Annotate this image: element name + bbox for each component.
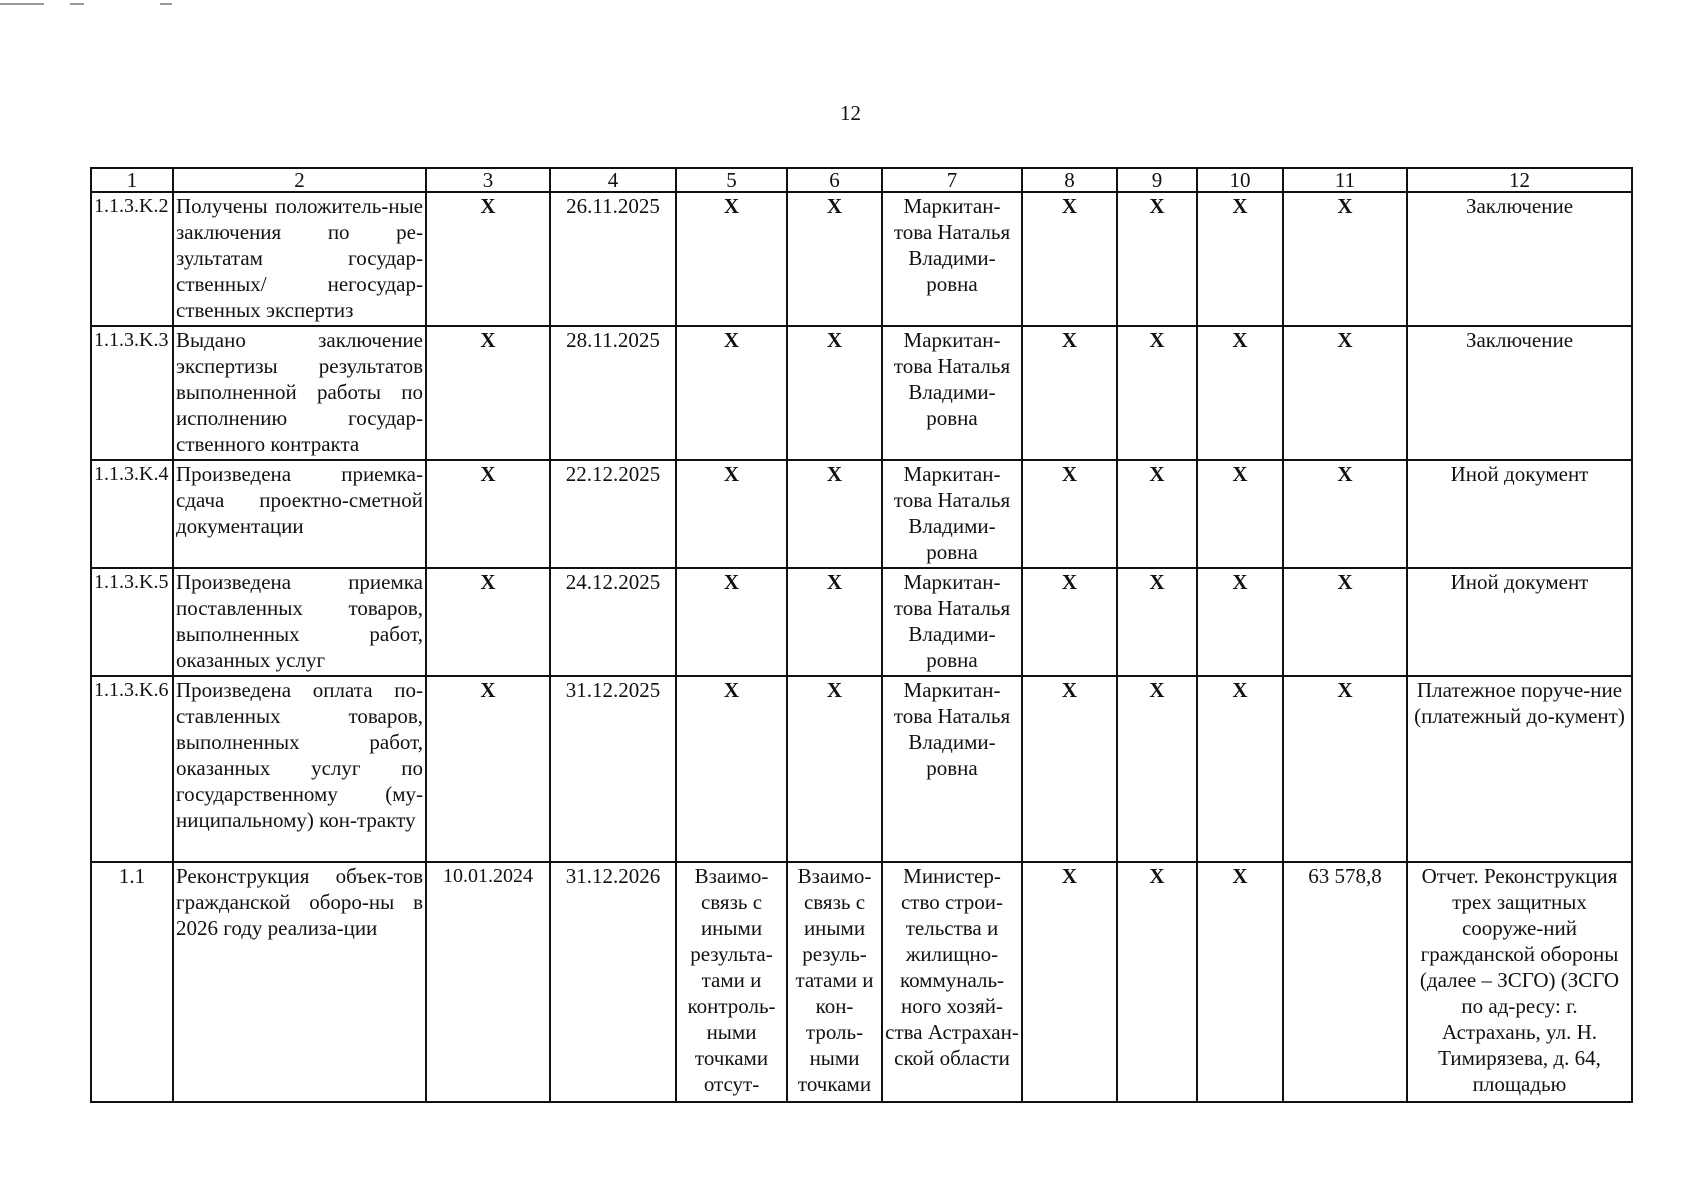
cell-x: X bbox=[1022, 676, 1117, 862]
end-date: 31.12.2026 bbox=[550, 862, 676, 1102]
row-code: 1.1.3.K.4 bbox=[91, 460, 173, 568]
cell-x: X bbox=[787, 192, 882, 326]
cell-x: X bbox=[1197, 460, 1283, 568]
cell-x: X bbox=[676, 326, 787, 460]
responsible-person: Маркитан-това Наталья Владими-ровна bbox=[882, 326, 1022, 460]
cell-x: X bbox=[1022, 460, 1117, 568]
cell-x: X bbox=[1197, 326, 1283, 460]
header-cell: 2 bbox=[173, 168, 426, 192]
header-cell: 10 bbox=[1197, 168, 1283, 192]
end-date: 31.12.2025 bbox=[550, 676, 676, 862]
cell-x: X bbox=[1197, 192, 1283, 326]
document-type: Заключение bbox=[1407, 192, 1632, 326]
header-cell: 1 bbox=[91, 168, 173, 192]
scan-mark bbox=[70, 3, 84, 5]
cell-x: X bbox=[426, 676, 550, 862]
cell-x: X bbox=[1117, 192, 1197, 326]
header-cell: 6 bbox=[787, 168, 882, 192]
end-date: 22.12.2025 bbox=[550, 460, 676, 568]
cell-x: X bbox=[1197, 676, 1283, 862]
table-row bbox=[91, 568, 1632, 676]
cell-x: X bbox=[426, 326, 550, 460]
responsible-person: Маркитан-това Наталья Владими-ровна bbox=[882, 460, 1022, 568]
responsible-person: Маркитан-това Наталья Владими-ровна bbox=[882, 568, 1022, 676]
header-cell: 3 bbox=[426, 168, 550, 192]
document-type: Заключение bbox=[1407, 326, 1632, 460]
cell-x: X bbox=[676, 676, 787, 862]
cell-x: X bbox=[787, 568, 882, 676]
cell-x: X bbox=[676, 460, 787, 568]
header-cell: 5 bbox=[676, 168, 787, 192]
table-row bbox=[91, 192, 1632, 326]
table-row bbox=[91, 862, 1632, 1102]
row-description: Выдано заключение экспертизы результатов выполненной работы по исполнению государ-ственного контракта bbox=[173, 326, 426, 460]
cell-x: X bbox=[426, 460, 550, 568]
row-code: 1.1.3.K.2 bbox=[91, 192, 173, 326]
row-description: Получены положитель-ные заключения по ре-зультатам государ-ственных/ негосудар-ственных экспертиз bbox=[173, 192, 426, 326]
cell-x: X bbox=[426, 192, 550, 326]
cell-x: X bbox=[1283, 676, 1407, 862]
cell-x: X bbox=[787, 676, 882, 862]
table-row bbox=[91, 676, 1632, 862]
header-row bbox=[91, 168, 1632, 192]
cell-x: X bbox=[1117, 568, 1197, 676]
header-cell: 7 bbox=[882, 168, 1022, 192]
end-date: 28.11.2025 bbox=[550, 326, 676, 460]
cell-x: X bbox=[1117, 460, 1197, 568]
budget-amount: 63 578,8 bbox=[1283, 862, 1407, 1102]
cell-x: X bbox=[1022, 326, 1117, 460]
linkage-note: Взаимо-связь с иными результа-тами и контроль-ными точками отсут- bbox=[676, 862, 787, 1102]
header-cell: 12 bbox=[1407, 168, 1632, 192]
cell-x: X bbox=[1197, 568, 1283, 676]
row-code: 1.1.3.K.6 bbox=[91, 676, 173, 862]
cell-x: X bbox=[787, 460, 882, 568]
report-description: Отчет. Реконструкция трех защитных сооруже-ний гражданской обороны (далее – ЗСГО) (ЗСГО по ад-ресу: г. Астрахань, ул. Н. Тимирязева, д. 64, площадью bbox=[1407, 862, 1632, 1102]
row-description: Реконструкция объек-тов гражданской оборо-ны в 2026 году реализа-ции bbox=[173, 862, 426, 1102]
cell-x: X bbox=[1022, 568, 1117, 676]
scan-mark bbox=[0, 3, 44, 5]
document-type: Платежное поруче-ние (платежный до-кумент) bbox=[1407, 676, 1632, 862]
cell-x: X bbox=[1283, 460, 1407, 568]
cell-x: X bbox=[1283, 568, 1407, 676]
cell-x: X bbox=[1117, 326, 1197, 460]
cell-x: X bbox=[1283, 192, 1407, 326]
cell-x: X bbox=[1117, 676, 1197, 862]
responsible-person: Маркитан-това Наталья Владими-ровна bbox=[882, 192, 1022, 326]
end-date: 26.11.2025 bbox=[550, 192, 676, 326]
header-cell: 9 bbox=[1117, 168, 1197, 192]
cell-x: X bbox=[1283, 326, 1407, 460]
table-row bbox=[91, 326, 1632, 460]
page-number: 12 bbox=[840, 101, 861, 125]
responsible-person: Маркитан-това Наталья Владими-ровна bbox=[882, 676, 1022, 862]
schedule-table bbox=[90, 167, 1633, 1103]
end-date: 24.12.2025 bbox=[550, 568, 676, 676]
row-description: Произведена приемка-сдача проектно-сметной документации bbox=[173, 460, 426, 568]
row-code: 1.1.3.K.3 bbox=[91, 326, 173, 460]
row-description: Произведена приемка поставленных товаров, выполненных работ, оказанных услуг bbox=[173, 568, 426, 676]
cell-x: X bbox=[1197, 862, 1283, 1102]
document-type: Иной документ bbox=[1407, 568, 1632, 676]
cell-x: X bbox=[787, 326, 882, 460]
cell-x: X bbox=[1022, 192, 1117, 326]
table-row bbox=[91, 460, 1632, 568]
cell-x: X bbox=[1117, 862, 1197, 1102]
header-cell: 8 bbox=[1022, 168, 1117, 192]
linkage-note: Взаимо-связь с иными резуль-татами и кон-троль-ными точками bbox=[787, 862, 882, 1102]
cell-x: X bbox=[676, 568, 787, 676]
start-date: 10.01.2024 bbox=[426, 862, 550, 1102]
scan-mark bbox=[160, 3, 172, 5]
header-cell: 4 bbox=[550, 168, 676, 192]
cell-x: X bbox=[1022, 862, 1117, 1102]
cell-x: X bbox=[426, 568, 550, 676]
responsible-organization: Министер-ство строи-тельства и жилищно-коммуналь-ного хозяй-ства Астрахан-ской области bbox=[882, 862, 1022, 1102]
header-cell: 11 bbox=[1283, 168, 1407, 192]
row-code: 1.1.3.K.5 bbox=[91, 568, 173, 676]
document-type: Иной документ bbox=[1407, 460, 1632, 568]
cell-x: X bbox=[676, 192, 787, 326]
row-description: Произведена оплата по-ставленных товаров, выполненных работ, оказанных услуг по государственному (му-ниципальному) кон-тракту bbox=[173, 676, 426, 862]
row-code: 1.1 bbox=[91, 862, 173, 1102]
